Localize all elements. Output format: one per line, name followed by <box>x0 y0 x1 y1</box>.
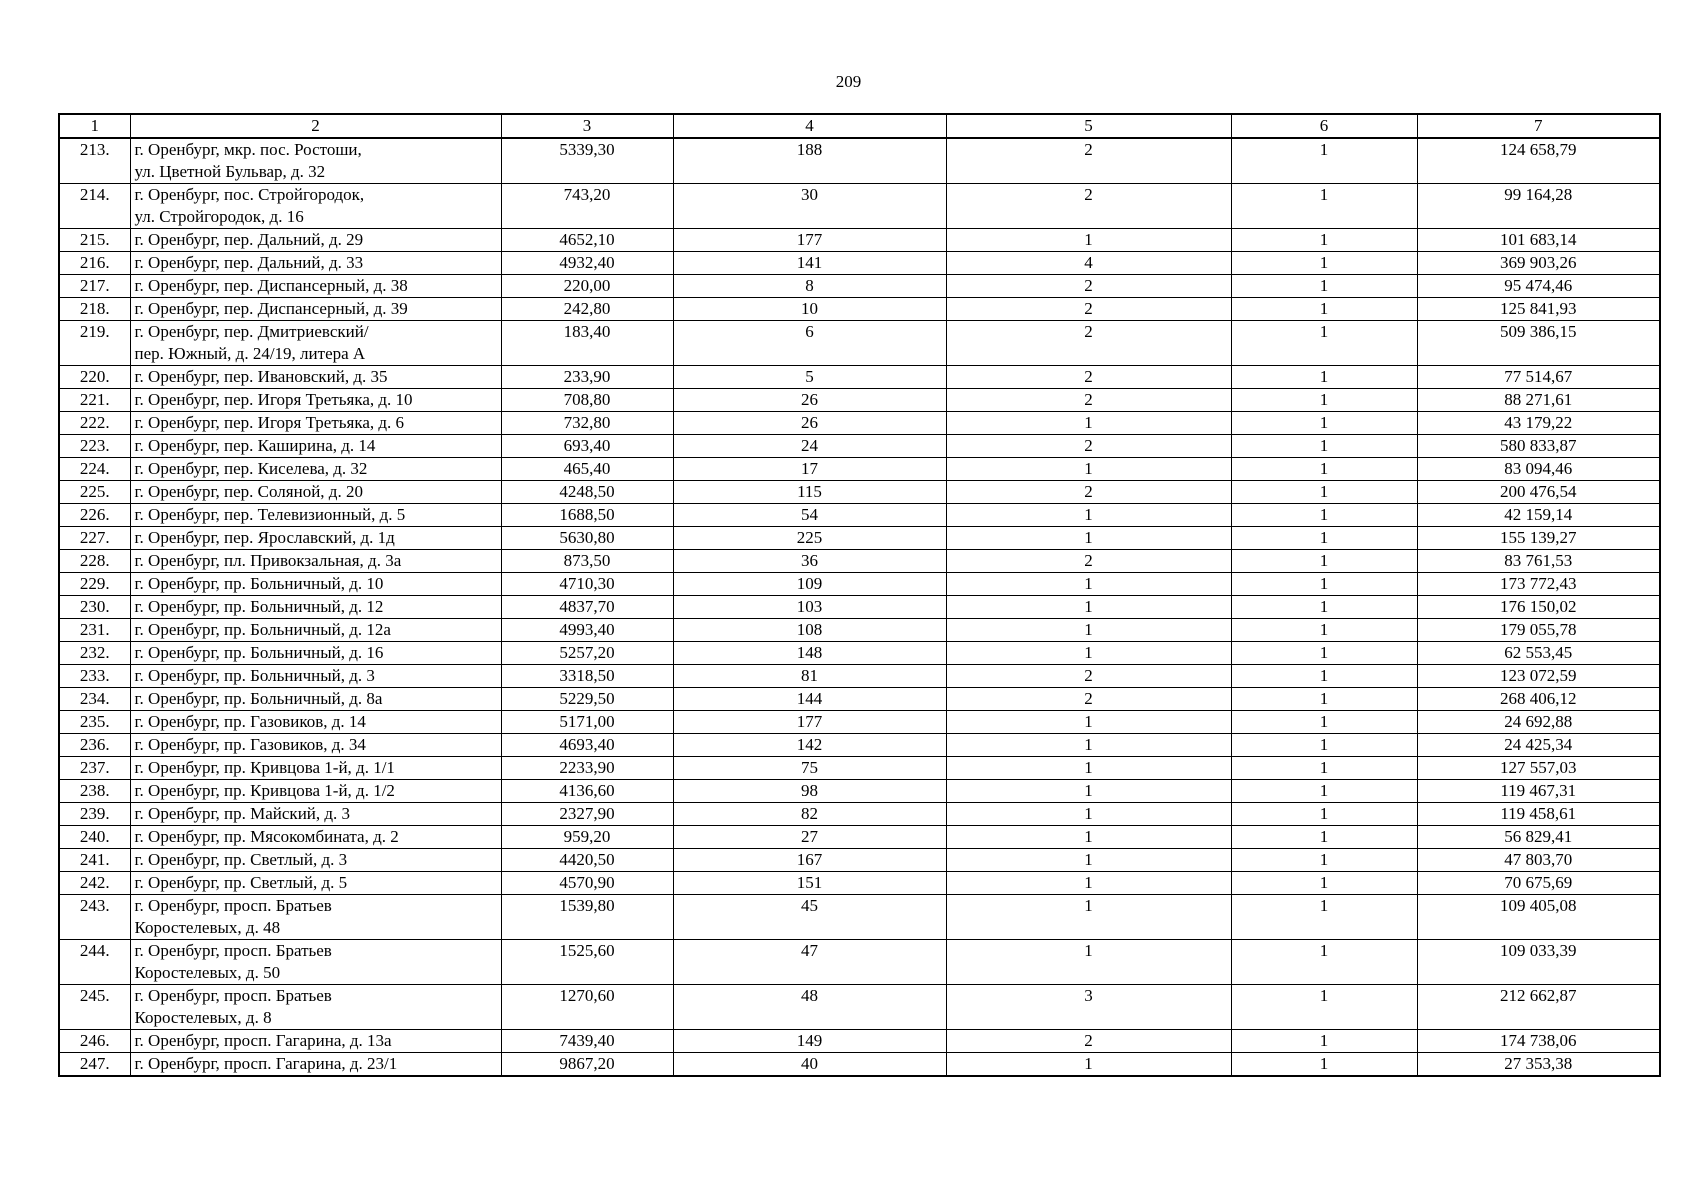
column-5-cell: 4 <box>946 252 1231 275</box>
amount-cell: 62 553,45 <box>1417 642 1660 665</box>
address-cell: г. Оренбург, пер. Телевизионный, д. 5 <box>130 504 501 527</box>
table-row <box>59 826 1660 849</box>
address-cell: г. Оренбург, пер. Ивановский, д. 35 <box>130 366 501 389</box>
row-number-cell: 227. <box>59 527 130 550</box>
column-4-cell: 40 <box>673 1053 946 1077</box>
area-cell: 5171,00 <box>501 711 673 734</box>
column-5-cell: 1 <box>946 711 1231 734</box>
row-number-cell: 233. <box>59 665 130 688</box>
column-4-cell: 6 <box>673 321 946 366</box>
column-6-cell: 1 <box>1231 849 1417 872</box>
column-4-cell: 75 <box>673 757 946 780</box>
row-number-cell: 237. <box>59 757 130 780</box>
column-4-cell: 188 <box>673 138 946 184</box>
column-4-cell: 108 <box>673 619 946 642</box>
area-cell: 693,40 <box>501 435 673 458</box>
amount-cell: 179 055,78 <box>1417 619 1660 642</box>
row-number-cell: 242. <box>59 872 130 895</box>
column-4-cell: 98 <box>673 780 946 803</box>
row-number-cell: 213. <box>59 138 130 184</box>
area-cell: 4710,30 <box>501 573 673 596</box>
table-row <box>59 642 1660 665</box>
area-cell: 5257,20 <box>501 642 673 665</box>
column-6-cell: 1 <box>1231 229 1417 252</box>
column-5-cell: 2 <box>946 184 1231 229</box>
area-cell: 959,20 <box>501 826 673 849</box>
amount-cell: 268 406,12 <box>1417 688 1660 711</box>
column-6-cell: 1 <box>1231 642 1417 665</box>
amount-cell: 99 164,28 <box>1417 184 1660 229</box>
column-4-cell: 167 <box>673 849 946 872</box>
page-number: 209 <box>835 72 862 91</box>
area-cell: 708,80 <box>501 389 673 412</box>
table-row <box>59 1053 1660 1077</box>
column-5-cell: 1 <box>946 573 1231 596</box>
row-number-cell: 244. <box>59 940 130 985</box>
amount-cell: 88 271,61 <box>1417 389 1660 412</box>
table-row <box>59 803 1660 826</box>
column-6-cell: 1 <box>1231 757 1417 780</box>
column-5-cell: 1 <box>946 229 1231 252</box>
column-4-cell: 54 <box>673 504 946 527</box>
address-cell: г. Оренбург, пер. Ярославский, д. 1д <box>130 527 501 550</box>
address-cell: г. Оренбург, пер. Игоря Третьяка, д. 6 <box>130 412 501 435</box>
column-4-cell: 26 <box>673 412 946 435</box>
column-5-cell: 1 <box>946 757 1231 780</box>
address-cell: г. Оренбург, мкр. пос. Ростоши, ул. Цветной Бульвар, д. 32 <box>130 138 501 184</box>
table-row <box>59 184 1660 229</box>
row-number-cell: 231. <box>59 619 130 642</box>
table-row <box>59 780 1660 803</box>
area-cell: 4693,40 <box>501 734 673 757</box>
row-number-cell: 236. <box>59 734 130 757</box>
address-cell: г. Оренбург, пер. Дальний, д. 29 <box>130 229 501 252</box>
amount-cell: 155 139,27 <box>1417 527 1660 550</box>
column-5-cell: 2 <box>946 138 1231 184</box>
column-6-cell: 1 <box>1231 481 1417 504</box>
column-header-7: 7 <box>1417 114 1660 138</box>
column-4-cell: 17 <box>673 458 946 481</box>
amount-cell: 109 405,08 <box>1417 895 1660 940</box>
column-4-cell: 26 <box>673 389 946 412</box>
table-row <box>59 596 1660 619</box>
table-row <box>59 849 1660 872</box>
column-5-cell: 1 <box>946 1053 1231 1077</box>
amount-cell: 47 803,70 <box>1417 849 1660 872</box>
row-number-cell: 218. <box>59 298 130 321</box>
header-row <box>59 114 1660 138</box>
table-row <box>59 412 1660 435</box>
column-5-cell: 1 <box>946 734 1231 757</box>
address-cell: г. Оренбург, пер. Игоря Третьяка, д. 10 <box>130 389 501 412</box>
table-row <box>59 1030 1660 1053</box>
column-5-cell: 2 <box>946 275 1231 298</box>
amount-cell: 70 675,69 <box>1417 872 1660 895</box>
column-4-cell: 45 <box>673 895 946 940</box>
row-number-cell: 215. <box>59 229 130 252</box>
column-5-cell: 1 <box>946 504 1231 527</box>
column-4-cell: 48 <box>673 985 946 1030</box>
column-5-cell: 2 <box>946 550 1231 573</box>
column-4-cell: 115 <box>673 481 946 504</box>
column-header-5: 5 <box>946 114 1231 138</box>
address-cell: г. Оренбург, пер. Диспансерный, д. 38 <box>130 275 501 298</box>
table-row <box>59 275 1660 298</box>
column-5-cell: 1 <box>946 826 1231 849</box>
table-row <box>59 734 1660 757</box>
area-cell: 233,90 <box>501 366 673 389</box>
address-cell: г. Оренбург, пр. Больничный, д. 16 <box>130 642 501 665</box>
table-row <box>59 665 1660 688</box>
table-row <box>59 435 1660 458</box>
column-4-cell: 177 <box>673 711 946 734</box>
area-cell: 4420,50 <box>501 849 673 872</box>
area-cell: 5229,50 <box>501 688 673 711</box>
table-row <box>59 366 1660 389</box>
address-cell: г. Оренбург, пр. Больничный, д. 8а <box>130 688 501 711</box>
table-row <box>59 321 1660 366</box>
column-6-cell: 1 <box>1231 780 1417 803</box>
column-6-cell: 1 <box>1231 940 1417 985</box>
column-6-cell: 1 <box>1231 366 1417 389</box>
column-4-cell: 109 <box>673 573 946 596</box>
table-row <box>59 757 1660 780</box>
column-6-cell: 1 <box>1231 504 1417 527</box>
table-row <box>59 940 1660 985</box>
row-number-cell: 226. <box>59 504 130 527</box>
amount-cell: 27 353,38 <box>1417 1053 1660 1077</box>
column-4-cell: 10 <box>673 298 946 321</box>
column-6-cell: 1 <box>1231 688 1417 711</box>
column-4-cell: 81 <box>673 665 946 688</box>
column-4-cell: 225 <box>673 527 946 550</box>
area-cell: 4570,90 <box>501 872 673 895</box>
row-number-cell: 240. <box>59 826 130 849</box>
table-row <box>59 458 1660 481</box>
column-6-cell: 1 <box>1231 458 1417 481</box>
column-6-cell: 1 <box>1231 573 1417 596</box>
column-6-cell: 1 <box>1231 275 1417 298</box>
area-cell: 242,80 <box>501 298 673 321</box>
address-cell: г. Оренбург, пер. Соляной, д. 20 <box>130 481 501 504</box>
column-header-1: 1 <box>59 114 130 138</box>
row-number-cell: 232. <box>59 642 130 665</box>
address-cell: г. Оренбург, пос. Стройгородок, ул. Стройгородок, д. 16 <box>130 184 501 229</box>
column-5-cell: 1 <box>946 849 1231 872</box>
table-row <box>59 550 1660 573</box>
amount-cell: 174 738,06 <box>1417 1030 1660 1053</box>
area-cell: 465,40 <box>501 458 673 481</box>
row-number-cell: 217. <box>59 275 130 298</box>
address-cell: г. Оренбург, просп. Братьев Коростелевых, д. 8 <box>130 985 501 1030</box>
address-cell: г. Оренбург, пр. Кривцова 1-й, д. 1/2 <box>130 780 501 803</box>
column-5-cell: 1 <box>946 872 1231 895</box>
row-number-cell: 246. <box>59 1030 130 1053</box>
table-row <box>59 711 1660 734</box>
column-header-3: 3 <box>501 114 673 138</box>
row-number-cell: 238. <box>59 780 130 803</box>
column-4-cell: 47 <box>673 940 946 985</box>
column-4-cell: 141 <box>673 252 946 275</box>
area-cell: 1688,50 <box>501 504 673 527</box>
row-number-cell: 243. <box>59 895 130 940</box>
area-cell: 4837,70 <box>501 596 673 619</box>
column-4-cell: 148 <box>673 642 946 665</box>
row-number-cell: 220. <box>59 366 130 389</box>
column-4-cell: 142 <box>673 734 946 757</box>
table-body <box>59 138 1660 1076</box>
amount-cell: 369 903,26 <box>1417 252 1660 275</box>
row-number-cell: 228. <box>59 550 130 573</box>
column-4-cell: 103 <box>673 596 946 619</box>
column-4-cell: 36 <box>673 550 946 573</box>
amount-cell: 119 467,31 <box>1417 780 1660 803</box>
area-cell: 4248,50 <box>501 481 673 504</box>
area-cell: 7439,40 <box>501 1030 673 1053</box>
row-number-cell: 247. <box>59 1053 130 1077</box>
column-6-cell: 1 <box>1231 803 1417 826</box>
table-row <box>59 985 1660 1030</box>
column-4-cell: 8 <box>673 275 946 298</box>
column-5-cell: 1 <box>946 940 1231 985</box>
address-cell: г. Оренбург, просп. Гагарина, д. 23/1 <box>130 1053 501 1077</box>
row-number-cell: 234. <box>59 688 130 711</box>
address-cell: г. Оренбург, пр. Майский, д. 3 <box>130 803 501 826</box>
table-row <box>59 527 1660 550</box>
column-5-cell: 2 <box>946 665 1231 688</box>
table-row <box>59 688 1660 711</box>
address-cell: г. Оренбург, пл. Привокзальная, д. 3а <box>130 550 501 573</box>
address-cell: г. Оренбург, пер. Дальний, д. 33 <box>130 252 501 275</box>
table-row <box>59 389 1660 412</box>
table-row <box>59 573 1660 596</box>
address-cell: г. Оренбург, пр. Светлый, д. 3 <box>130 849 501 872</box>
column-6-cell: 1 <box>1231 550 1417 573</box>
table-row <box>59 298 1660 321</box>
column-5-cell: 1 <box>946 895 1231 940</box>
address-cell: г. Оренбург, пер. Диспансерный, д. 39 <box>130 298 501 321</box>
column-header-4: 4 <box>673 114 946 138</box>
column-6-cell: 1 <box>1231 184 1417 229</box>
table-row <box>59 481 1660 504</box>
column-4-cell: 30 <box>673 184 946 229</box>
column-4-cell: 144 <box>673 688 946 711</box>
table-row <box>59 895 1660 940</box>
column-6-cell: 1 <box>1231 435 1417 458</box>
amount-cell: 101 683,14 <box>1417 229 1660 252</box>
column-6-cell: 1 <box>1231 252 1417 275</box>
column-4-cell: 149 <box>673 1030 946 1053</box>
table-row <box>59 504 1660 527</box>
column-4-cell: 5 <box>673 366 946 389</box>
area-cell: 220,00 <box>501 275 673 298</box>
area-cell: 4652,10 <box>501 229 673 252</box>
area-cell: 2327,90 <box>501 803 673 826</box>
amount-cell: 42 159,14 <box>1417 504 1660 527</box>
table-row <box>59 138 1660 184</box>
row-number-cell: 225. <box>59 481 130 504</box>
column-5-cell: 1 <box>946 619 1231 642</box>
amount-cell: 212 662,87 <box>1417 985 1660 1030</box>
amount-cell: 173 772,43 <box>1417 573 1660 596</box>
row-number-cell: 235. <box>59 711 130 734</box>
address-cell: г. Оренбург, пер. Киселева, д. 32 <box>130 458 501 481</box>
amount-cell: 124 658,79 <box>1417 138 1660 184</box>
row-number-cell: 219. <box>59 321 130 366</box>
area-cell: 3318,50 <box>501 665 673 688</box>
column-6-cell: 1 <box>1231 734 1417 757</box>
column-5-cell: 2 <box>946 481 1231 504</box>
area-cell: 2233,90 <box>501 757 673 780</box>
column-6-cell: 1 <box>1231 389 1417 412</box>
area-cell: 9867,20 <box>501 1053 673 1077</box>
row-number-cell: 239. <box>59 803 130 826</box>
row-number-cell: 216. <box>59 252 130 275</box>
column-5-cell: 3 <box>946 985 1231 1030</box>
address-cell: г. Оренбург, пр. Больничный, д. 12а <box>130 619 501 642</box>
address-cell: г. Оренбург, пр. Светлый, д. 5 <box>130 872 501 895</box>
row-number-cell: 224. <box>59 458 130 481</box>
address-cell: г. Оренбург, просп. Братьев Коростелевых, д. 48 <box>130 895 501 940</box>
area-cell: 743,20 <box>501 184 673 229</box>
register-table <box>58 113 1661 1077</box>
column-header-6: 6 <box>1231 114 1417 138</box>
amount-cell: 109 033,39 <box>1417 940 1660 985</box>
table-row <box>59 872 1660 895</box>
amount-cell: 24 692,88 <box>1417 711 1660 734</box>
column-6-cell: 1 <box>1231 527 1417 550</box>
column-5-cell: 2 <box>946 389 1231 412</box>
row-number-cell: 222. <box>59 412 130 435</box>
column-6-cell: 1 <box>1231 895 1417 940</box>
table-row <box>59 252 1660 275</box>
column-4-cell: 151 <box>673 872 946 895</box>
table-row <box>59 619 1660 642</box>
column-5-cell: 1 <box>946 803 1231 826</box>
column-5-cell: 1 <box>946 596 1231 619</box>
address-cell: г. Оренбург, пр. Больничный, д. 10 <box>130 573 501 596</box>
address-cell: г. Оренбург, пр. Больничный, д. 12 <box>130 596 501 619</box>
address-cell: г. Оренбург, пр. Больничный, д. 3 <box>130 665 501 688</box>
column-6-cell: 1 <box>1231 665 1417 688</box>
column-5-cell: 2 <box>946 688 1231 711</box>
area-cell: 5339,30 <box>501 138 673 184</box>
address-cell: г. Оренбург, просп. Братьев Коростелевых, д. 50 <box>130 940 501 985</box>
table-header <box>59 114 1660 138</box>
row-number-cell: 221. <box>59 389 130 412</box>
amount-cell: 56 829,41 <box>1417 826 1660 849</box>
column-4-cell: 177 <box>673 229 946 252</box>
column-6-cell: 1 <box>1231 872 1417 895</box>
table-row <box>59 229 1660 252</box>
area-cell: 1270,60 <box>501 985 673 1030</box>
column-5-cell: 2 <box>946 1030 1231 1053</box>
area-cell: 4136,60 <box>501 780 673 803</box>
column-header-2: 2 <box>130 114 501 138</box>
column-5-cell: 2 <box>946 366 1231 389</box>
column-6-cell: 1 <box>1231 1030 1417 1053</box>
address-cell: г. Оренбург, пр. Газовиков, д. 14 <box>130 711 501 734</box>
amount-cell: 83 761,53 <box>1417 550 1660 573</box>
amount-cell: 509 386,15 <box>1417 321 1660 366</box>
address-cell: г. Оренбург, пер. Дмитриевский/ пер. Южный, д. 24/19, литера А <box>130 321 501 366</box>
column-6-cell: 1 <box>1231 321 1417 366</box>
area-cell: 183,40 <box>501 321 673 366</box>
address-cell: г. Оренбург, пр. Кривцова 1-й, д. 1/1 <box>130 757 501 780</box>
column-5-cell: 1 <box>946 780 1231 803</box>
row-number-cell: 229. <box>59 573 130 596</box>
column-5-cell: 2 <box>946 298 1231 321</box>
amount-cell: 123 072,59 <box>1417 665 1660 688</box>
area-cell: 5630,80 <box>501 527 673 550</box>
column-6-cell: 1 <box>1231 138 1417 184</box>
column-5-cell: 1 <box>946 458 1231 481</box>
row-number-cell: 223. <box>59 435 130 458</box>
area-cell: 873,50 <box>501 550 673 573</box>
amount-cell: 119 458,61 <box>1417 803 1660 826</box>
amount-cell: 127 557,03 <box>1417 757 1660 780</box>
column-5-cell: 2 <box>946 321 1231 366</box>
address-cell: г. Оренбург, пер. Каширина, д. 14 <box>130 435 501 458</box>
address-cell: г. Оренбург, просп. Гагарина, д. 13а <box>130 1030 501 1053</box>
column-6-cell: 1 <box>1231 412 1417 435</box>
column-6-cell: 1 <box>1231 298 1417 321</box>
address-cell: г. Оренбург, пр. Газовиков, д. 34 <box>130 734 501 757</box>
column-5-cell: 2 <box>946 435 1231 458</box>
address-cell: г. Оренбург, пр. Мясокомбината, д. 2 <box>130 826 501 849</box>
column-6-cell: 1 <box>1231 1053 1417 1077</box>
column-6-cell: 1 <box>1231 985 1417 1030</box>
column-4-cell: 24 <box>673 435 946 458</box>
column-6-cell: 1 <box>1231 596 1417 619</box>
column-5-cell: 1 <box>946 642 1231 665</box>
column-5-cell: 1 <box>946 527 1231 550</box>
amount-cell: 176 150,02 <box>1417 596 1660 619</box>
area-cell: 4932,40 <box>501 252 673 275</box>
amount-cell: 83 094,46 <box>1417 458 1660 481</box>
amount-cell: 24 425,34 <box>1417 734 1660 757</box>
row-number-cell: 230. <box>59 596 130 619</box>
amount-cell: 200 476,54 <box>1417 481 1660 504</box>
row-number-cell: 241. <box>59 849 130 872</box>
row-number-cell: 245. <box>59 985 130 1030</box>
column-4-cell: 82 <box>673 803 946 826</box>
amount-cell: 580 833,87 <box>1417 435 1660 458</box>
column-6-cell: 1 <box>1231 711 1417 734</box>
column-6-cell: 1 <box>1231 619 1417 642</box>
amount-cell: 125 841,93 <box>1417 298 1660 321</box>
column-6-cell: 1 <box>1231 826 1417 849</box>
area-cell: 732,80 <box>501 412 673 435</box>
row-number-cell: 214. <box>59 184 130 229</box>
area-cell: 4993,40 <box>501 619 673 642</box>
area-cell: 1539,80 <box>501 895 673 940</box>
amount-cell: 43 179,22 <box>1417 412 1660 435</box>
column-4-cell: 27 <box>673 826 946 849</box>
amount-cell: 77 514,67 <box>1417 366 1660 389</box>
amount-cell: 95 474,46 <box>1417 275 1660 298</box>
area-cell: 1525,60 <box>501 940 673 985</box>
column-5-cell: 1 <box>946 412 1231 435</box>
